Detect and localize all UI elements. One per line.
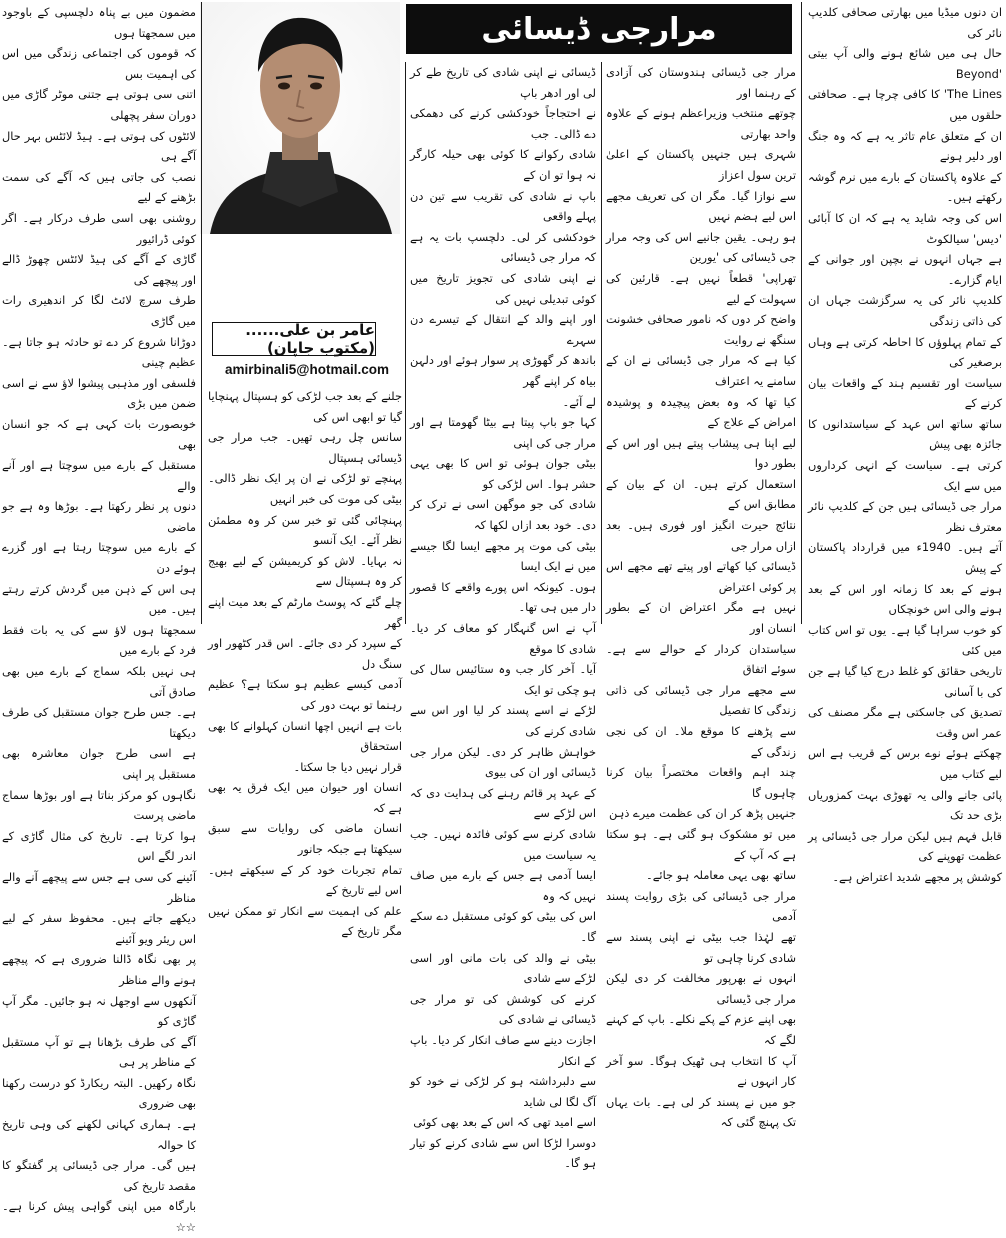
text-line: خودکشی کر لی۔ دلچسپ بات یہ ہے کہ مرار جی ڈیسائی [410, 229, 596, 265]
author-byline [212, 322, 376, 356]
text-line: آگے کی طرف بڑھانا ہے تو آپ مستقبل کے مناظر پر ہی [2, 1034, 196, 1070]
text-line: لیے اپنا ہی پیشاب پیتے ہیں اور اس کے بطور دوا [606, 435, 796, 471]
text-line: کلدیپ نائر کی یہ سرگزشت جہاں ان کی ذاتی زندگی [808, 293, 1002, 328]
text-line: اسے امید تھی کہ اس کے بعد بھی کوئی [413, 1115, 596, 1130]
text-line: جلنے کے بعد جب لڑکی کو ہسپتال پہنچایا گیا تو ابھی اس کی [208, 389, 402, 424]
text-line: آنکھوں سے اوجھل نہ ہو جائیں۔ مگر آپ گاڑی کو [2, 993, 196, 1029]
article-column-4 [208, 386, 402, 939]
text-line: نے احتجاجاً خودکشی کرنے کی دھمکی دے ڈالی۔ جب [410, 106, 596, 141]
text-line: سے نوازا گیا۔ مگر ان کی تعریف مجھے اس لیے ہضم نہیں [606, 188, 796, 224]
text-line: کے تمام پہلوؤں کا احاطہ کرتی ہے وہاں برصغیر کی [808, 334, 1002, 370]
text-line: میں تو مشکوک ہو گئی ہے۔ ہو سکتا ہے کہ آپ کے [606, 826, 796, 862]
headline-banner [406, 4, 792, 54]
text-line: نگاہوں کو مرکز بناتا ہے اور بوڑھا سماج ماضی پرست [2, 787, 196, 823]
text-line: نے اپنی شادی کی تجویز تاریخ میں کوئی تبدیلی نہیں کی [410, 270, 596, 306]
text-line: اس کی بیٹی کو کوئی مستقبل دے سکے گا۔ [410, 909, 596, 944]
text-line: قابل فہم ہیں لیکن مرار جی ڈیسائی پر عظمت تھوپنے کی [808, 828, 1002, 864]
text-line: اجازت دینے سے صاف انکار کر دیا۔ باپ کے انکار [410, 1032, 596, 1068]
text-line: آتے ہیں۔ 1940ء میں قرارداد پاکستان کے پیش [808, 540, 1002, 576]
text-line: باپ نے شادی کی تقریب سے تین دن پہلے واقعی [410, 188, 596, 224]
text-line: تمام تجربات خود کر کے سیکھتے ہیں۔ اس لیے تاریخ کے [208, 862, 402, 898]
column-text [410, 62, 596, 1174]
text-line: سیاست اور تقسیم ہند کے واقعات بیان کرنے کے [808, 375, 1002, 411]
text-line: کہا جو باپ پیتا ہے بیٹا گھومتا ہے اور مرار جی کی اپنی [410, 415, 596, 450]
text-line: کے عہد پر قائم رہنے کی ہدایت دی کہ اس لڑکے سے [410, 785, 596, 821]
text-line: کیا تھا کہ وہ بعض پیچیدہ و پوشیدہ امراض کے علاج کے [606, 394, 796, 430]
text-line: لے آئے۔ [562, 394, 596, 409]
text-line: قرار نہیں دیا جا سکتا۔ [293, 759, 402, 774]
text-line: کوشش پر مجھے شدید اعتراض ہے۔ [832, 869, 1002, 884]
text-line: تھے لہٰذا جب بیٹی نے اپنی پسند سے شادی کرنا چاہی تو [606, 929, 796, 965]
text-line: ہو رہی۔ یقین جانیے اس کی وجہ مرار جی ڈیسائی کی 'یورین [606, 229, 796, 265]
text-line: گاڑی کے آگے کی ہیڈ لائٹس چھوڑ ڈالے اور پیچھے کی [2, 252, 196, 287]
text-line: نصب کی جاتی ہیں کہ آگے کی سمت بڑھنے کے لیے [2, 169, 196, 205]
text-line: تصدیق کی جاسکتی ہے مگر مصنف کی عمر اس وقت [808, 705, 1002, 740]
text-line: ہی نہیں بلکہ سماج کے بارے میں بھی صادق آتی [2, 664, 196, 699]
text-line: انسان ماضی کی روایات سے سبق سیکھتا ہے جبکہ جانور [208, 821, 402, 857]
text-line: ان کے متعلق عام تاثر یہ ہے کہ وہ جنگ اور دلیر ہونے [808, 128, 1002, 164]
column-text [208, 386, 402, 942]
text-line: مضمون میں بے پناہ دلچسپی کے باوجود میں سمجھتا ہوں [2, 5, 196, 40]
text-line: سانس چل رہی تھیں۔ جب مرار جی ڈیسائی ہسپتال [208, 430, 402, 465]
text-line: بیٹی کی موت پر مجھے ایسا لگا جیسے میں نے ایک ایسا [410, 538, 596, 574]
text-line: طرف سرچ لائٹ لگا کر اندھیری رات میں گاڑی [2, 293, 196, 328]
text-line: ہے جہاں انہوں نے بچپن اور جوانی کے ایام گزارے۔ [808, 252, 1002, 287]
author-portrait-image [200, 2, 400, 234]
article-column-3 [410, 62, 596, 1171]
text-line: خوبصورت بات کہی ہے کہ جو انسان بھی [2, 416, 196, 452]
text-line: ہے اسی طرح جوان معاشرہ بھی مستقبل پر اپنی [2, 746, 196, 781]
text-line: چھکتے ہوئے نوے برس کے قریب ہے اس لیے کتاب میں [808, 746, 1002, 781]
text-line: انہوں نے بھرپور مخالفت کر دی لیکن مرار جی ڈیسائی [606, 971, 796, 1006]
text-line: فلسفی اور مذہبی پیشوا لاؤ سے نے اسی ضمن میں بڑی [2, 375, 196, 411]
text-line: بھی اپنے عزم کے پکے نکلے۔ باپ کے کہنے لگے کہ [606, 1012, 796, 1047]
text-line: The Lines' کا کافی چرچا ہے۔ صحافتی حلقوں میں [808, 87, 1002, 122]
text-line: چوتھے منتخب وزیراعظم ہونے کے علاوہ واحد بھارتی [606, 106, 796, 141]
article-column-2 [606, 62, 796, 1130]
text-line: ہیں گی۔ مرار جی ڈیسائی پر گفتگو کا مقصد تاریخ کی [2, 1158, 196, 1193]
text-line: نگاہ رکھیں۔ البتہ ریکارڈ کو درست رکھنا بھی ضروری [2, 1075, 196, 1111]
text-line: ہوا کرتا ہے۔ تاریخ کی مثال گاڑی کے اندر لگے اس [2, 828, 196, 864]
text-line: ڈیسائی نے اپنی شادی کی تاریخ طے کر لی اور ادھر باپ [410, 65, 596, 100]
text-line: ان دنوں میڈیا میں بھارتی صحافی کلدیپ نائر کی [808, 5, 1002, 40]
text-line: آیا۔ آخر کار جب وہ ستائیس سال کی ہو چکی تو ایک [410, 662, 596, 697]
text-line: نہیں ہے مگر اعتراض ان کے بطور انسان اور [606, 600, 796, 636]
text-line: حال ہی میں شائع ہونے والی آپ بیتی 'Beyond [808, 46, 1002, 81]
text-line: ساتھ ساتھ اس عہد کے سیاستدانوں کا جائزہ بھی پیش [808, 416, 1002, 452]
text-line: باندھ کر گھوڑی پر سوار ہوئے اور دلہن بیاہ کر اپنے گھر [410, 353, 596, 388]
text-line: تاریخی حقائق کو غلط درج کیا گیا ہے جن کی با آسانی [808, 664, 1002, 699]
text-line: ہے۔ جس طرح جوان مستقبل کی طرف دیکھتا [2, 705, 196, 740]
text-line: آدمی کیسے عظیم ہو سکتا ہے؟ عظیم رہنما تو بہت دور کی [208, 677, 402, 712]
text-line: پہنچے تو لڑکی نے ان پر ایک نظر ڈالی۔ بیٹی کی موت کی خبر انہیں [208, 471, 402, 506]
headline: مرارجی ڈیسائی [481, 11, 717, 47]
text-line: دوسرا لڑکا اس سے شادی کرنے کو تیار ہو گا۔ [410, 1135, 596, 1171]
text-line: واضح کر دوں کہ نامور صحافی خشونت سنگھ نے روایت [606, 312, 796, 347]
text-line: کرنے کی کوشش کی تو مرار جی ڈیسائی نے شادی کی [410, 991, 596, 1027]
text-line: بیٹی جوان ہوئی تو اس کا بھی یہی حشر ہوا۔ اس لڑکی کو [410, 456, 596, 491]
text-line: دنوں پر نظر رکھتا ہے۔ بوڑھا وہ ہے جو ماضی [2, 499, 196, 534]
text-line: لائٹوں کی ہوتی ہے۔ ہیڈ لائٹس بہر حال آگے ہی [2, 128, 196, 164]
text-line: سمجھتا ہوں لاؤ سے کی یہ بات فقط فرد کے بارے میں [2, 622, 196, 658]
text-line: پہنچائی گئی تو خبر سن کر وہ مطمئن نظر آئے۔ ایک آنسو [208, 512, 402, 548]
text-line: اس کی وجہ شاید یہ ہے کہ ان کا آبائی 'دیس' سیالکوٹ [808, 210, 1002, 246]
text-line: بات ہے انہیں اچھا انسان کہلوانے کا بھی استحقاق [208, 718, 402, 754]
column-text [808, 2, 1002, 888]
text-line: کے بارے میں سوچتا رہتا ہے اور گزرے ہوئے دن [2, 540, 196, 576]
text-line: تھراپی' قطعاً نہیں ہے۔ قارئین کی سہولت کے لیے [606, 270, 796, 306]
text-line: جنہیں پڑھ کر ان کی عظمت میرے ذہن [609, 806, 796, 821]
column-divider [201, 2, 202, 624]
text-line: آپ نے اس گنہگار کو معاف کر دیا۔ شادی کا موقع [410, 621, 596, 656]
text-line: ہے۔ ہماری کہانی لکھنے کی وہی تاریخ کا حوالہ [2, 1117, 196, 1152]
text-line: ڈیسائی کیا کھاتے اور پیتے تھے مجھے اس پر کوئی اعتراض [606, 559, 796, 594]
text-line: استعمال کرتے ہیں۔ ان کے بیان کے مطابق اس کے [606, 476, 796, 512]
text-line: روشنی بھی اسی طرف درکار ہے۔ اگر کوئی ڈرائیور [2, 210, 196, 246]
text-line: سے مجھے مرار جی ڈیسائی کی ذاتی زندگی کا تفصیل [606, 682, 796, 718]
text-line: ساتھ بھی یہی معاملہ ہو جائے۔ [646, 868, 796, 883]
author-email: amirbinali5@hotmail.com [225, 362, 389, 377]
text-line: مرار جی ڈیسائی کی بڑی روایت پسند آدمی [606, 888, 796, 924]
text-line: مستقبل کے بارے میں سوچتا ہے اور آنے والے [2, 458, 196, 493]
text-line: مرار جی ڈیسائی ہندوستان کی آزادی کے رہنما اور [606, 65, 796, 100]
column-divider [405, 62, 406, 624]
text-line: چلے گئے کہ پوسٹ مارٹم کے بعد میت اپنے گھر [208, 594, 402, 630]
text-line: نہ بہایا۔ لاش کو کریمیشن کے لیے بھیج کر وہ ہسپتال سے [208, 553, 402, 589]
text-line: دیکھے جاتے ہیں۔ محفوظ سفر کے لیے اس ریئر ویو آئینے [2, 911, 196, 946]
column-text [2, 2, 196, 1238]
text-line: آپ کا انتخاب ہی ٹھیک ہوگا۔ سو آخر کار انہوں نے [606, 1053, 796, 1089]
text-line: ہوں۔ کیونکہ اس پورے واقعے کا قصور دار میں ہی تھا۔ [410, 579, 596, 615]
text-line: دوڑانا شروع کر دے تو حادثہ ہو جاتا ہے۔ عظیم چینی [2, 334, 196, 370]
text-line: اتنی سی ہوتی ہے جتنی موٹر گاڑی میں دوران سفر پچھلی [2, 87, 196, 122]
column-text [606, 62, 796, 1133]
text-line: مرار جی ڈیسائی ہیں جن کے کلدیپ نائر معترف نظر [808, 499, 1002, 534]
article-column-5 [2, 2, 196, 1235]
text-line: سے دلبرداشتہ ہو کر لڑکی نے خود کو آگ لگا لی شاید [410, 1074, 596, 1109]
text-line: سے پڑھنے کا موقع ملا۔ ان کی نجی زندگی کے [606, 724, 796, 759]
text-line: علم کی اہمیت سے انکار تو ممکن نہیں مگر تاریخ کے [208, 903, 402, 939]
text-line: نتائج حیرت انگیز اور فوری ہیں۔ بعد ازاں مرار جی [606, 518, 796, 553]
text-line: شادی رکوانے کا کوئی بھی حیلہ کارگر نہ ہوا تو ان کے [410, 147, 596, 182]
text-line: آئینے کی سی ہے جس سے پیچھے آنے والے مناظر [2, 869, 196, 905]
text-line: کیا ہے کہ مرار جی ڈیسائی نے ان کے سامنے یہ اعتراف [606, 353, 796, 388]
text-line: پائی جانے والی یہ تھوڑی بہت کمزوریاں بڑی حد تک [808, 787, 1002, 823]
text-line: شہری ہیں جنہیں پاکستان کے اعلیٰ ترین سول اعزاز [606, 147, 796, 182]
text-line: شادی کرنے سے کوئی فائدہ نہیں۔ جب یہ سیاست میں [410, 826, 596, 862]
author-photo [200, 2, 400, 234]
text-line: بارگاہ میں اپنی گواہی پیش کرنا ہے۔☆☆ [2, 1199, 196, 1235]
text-line: کہ قوموں کی اجتماعی زندگی میں اس کی اہمیت بس [2, 46, 196, 81]
text-line: کے علاوہ پاکستان کے بارے میں نرم گوشہ رکھتے ہیں۔ [808, 169, 1002, 205]
text-line: اور اپنے والد کے انتقال کے تیسرے دن سہرے [410, 312, 596, 347]
text-line: کرتی ہے۔ سیاست کے انہی کرداروں میں سے ایک [808, 458, 1002, 493]
column-divider [601, 62, 602, 624]
text-line: بیٹی نے والد کی بات مانی اور اسی لڑکے سے شادی [410, 950, 596, 986]
text-line: چند اہم واقعات مختصراً بیان کرنا چاہوں گا [606, 765, 796, 800]
text-line: پر بھی نگاہ ڈالنا ضروری ہے کہ پیچھے ہونے والے مناظر [2, 952, 196, 987]
text-line: لڑکے نے اسے پسند کر لیا اور اس سے شادی کرنے کی [410, 703, 596, 738]
text-line: کے سپرد کر دی جائے۔ اس قدر کٹھور اور سنگ دل [208, 636, 402, 671]
text-line: جو میں نے پسند کر لی ہے۔ بات یہاں تک پہنچ گئی کہ [606, 1094, 796, 1130]
text-line: خواہش ظاہر کر دی۔ لیکن مرار جی ڈیسائی اور ان کی بیوی [410, 744, 596, 780]
text-line: انسان اور حیوان میں ایک فرق یہ بھی ہے کہ [208, 780, 402, 815]
text-line: ایسا آدمی ہے جس کے بارے میں صاف نہیں کہ وہ [410, 868, 596, 903]
text-line: سیاستدان کردار کے حوالے سے ہے۔ سوئے اتفاق [606, 641, 796, 677]
text-line: ہی اس کے ذہن میں گردش کرتے رہتے ہیں۔ میں [2, 581, 196, 617]
text-line: کو خوب سراہا گیا ہے۔ یوں تو اس کتاب میں کئی [808, 622, 1002, 658]
text-line: شادی کی جو موگھن اسی نے ترک کر دی۔ خود بعد ازاں لکھا کہ [410, 497, 596, 533]
text-line: ہونے کے بعد کا زمانہ اور اس کے بعد ہونے والی اس خونچکاں [808, 581, 1002, 617]
article-column-1 [808, 2, 1002, 884]
byline-text: عامر بن علی...... (مکتوب جاپان) [245, 321, 375, 357]
column-divider [801, 2, 802, 624]
